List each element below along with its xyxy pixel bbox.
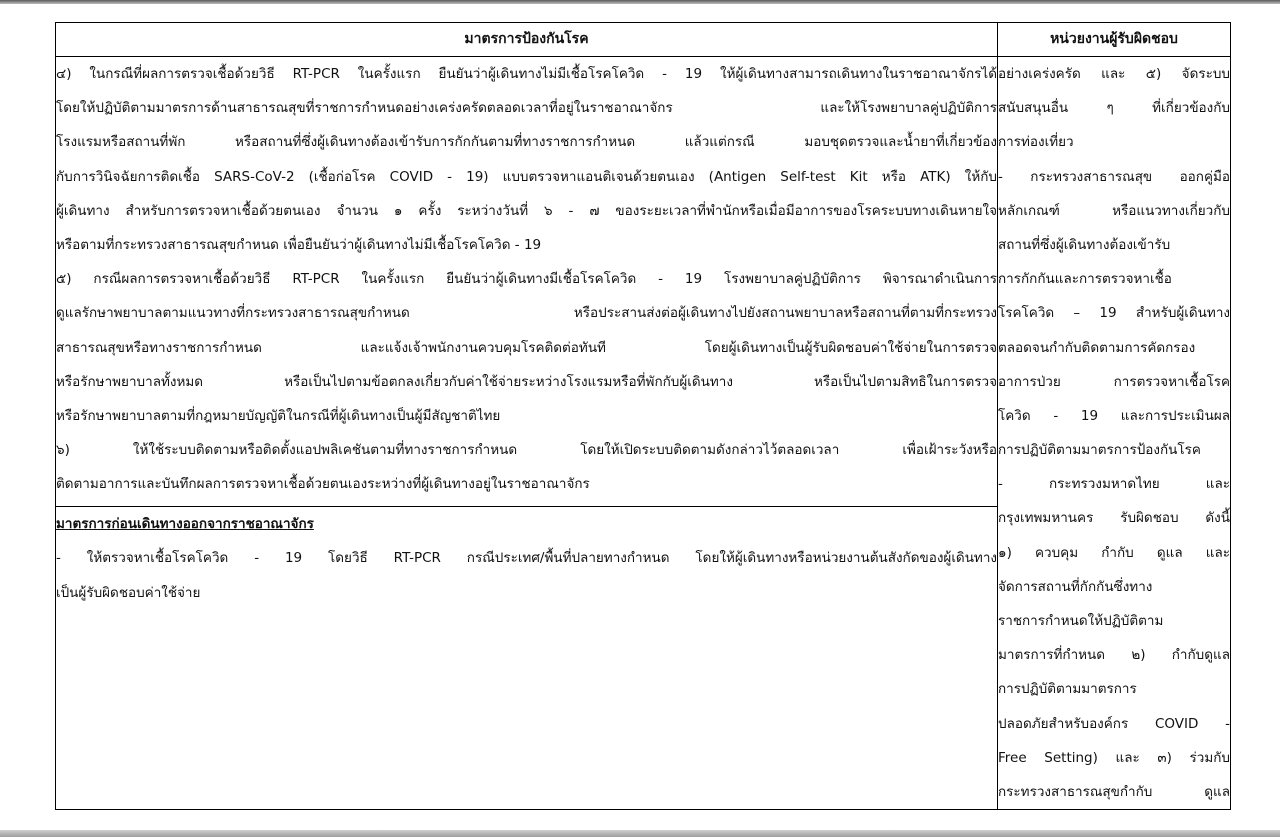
agency-text-line: ๑) ควบคุม กำกับ ดูแล และ [998,544,1230,561]
agency-text-line: จัดการสถานที่กักกันซึ่งทาง [998,578,1153,595]
agency-text-line: สนับสนุนอื่น ๆ ที่เกี่ยวข้องกับ [998,100,1230,117]
text-line: ๔) ในกรณีที่ผลการตรวจเชื้อด้วยวิธี RT-PCR ในครั้งแรก ยืนยันว่าผู้เดินทางไม่มีเชื้อโรคโควิด - 19 ให้ผู้เดินทางสามารถเดินทางในราชอาณาจักรได้ [56,66,997,82]
viewer-bottom-edge [0,830,1280,837]
text-line: กับการวินิจฉัยการติดเชื้อ SARS-CoV-2 (เชื้อก่อโรค COVID - 19) แบบตรวจหาแอนติเจนด้วยตนเอง (Antigen Self-test Kit หรือ ATK) ให้กับ [56,168,997,185]
agency-text-line: กรุงเทพมหานคร รับผิดชอบ ดังนี้ [998,510,1230,527]
agency-text-line: โรคโควิด – 19 สำหรับผู้เดินทาง [998,305,1230,322]
text-line: หรือรักษาพยาบาลตามที่กฎหมายบัญญัติในกรณีที่ผู้เดินทางเป็นผู้มีสัญชาติไทย [56,407,501,424]
agency-text-line: - กระทรวงมหาดไทย และ [998,476,1230,493]
departure-measures-heading: มาตรการก่อนเดินทางออกจากราชอาณาจักร [56,516,314,533]
agency-text-line: อาการป่วย การตรวจหาเชื้อโรค [998,373,1230,390]
agency-text-line: โควิด - 19 และการประเมินผล [998,407,1230,424]
document-page [0,4,1280,830]
text-line: เป็นผู้รับผิดชอบค่าใช้จ่าย [56,584,201,601]
header-agency: หน่วยงานผู้รับผิดชอบ [998,23,1231,57]
text-line: หรือตามที่กระทรวงสาธารณสุขกำหนด เพื่อยืนยันว่าผู้เดินทางไม่มีเชื้อโรคโควิด - 19 [56,236,542,253]
agency-text-line: - กระทรวงสาธารณสุข ออกคู่มือ [998,168,1230,185]
table-row [56,57,1231,507]
text-line: สาธารณสุขหรือทางราชการกำหนด และแจ้งเจ้าพนักงานควบคุมโรคติดต่อทันที โดยผู้เดินทางเป็นผู้รับผิดชอบค่าใช้จ่ายในการตรวจ [56,339,997,356]
agency-text-line: ราชการกำหนดให้ปฏิบัติตาม [998,613,1164,629]
text-line: โรงแรมหรือสถานที่พัก หรือสถานที่ซึ่งผู้เดินทางต้องเข้ารับการกักกันตามที่ทางราชการกำหนด แล้วแต่กรณี มอบชุดตรวจและน้ำยาที่เกี่ยวข้อง [56,134,997,151]
agency-text-line: หลักเกณฑ์ หรือแนวทางเกี่ยวกับ [998,202,1230,219]
text-line: ผู้เดินทาง สำหรับการตรวจหาเชื้อด้วยตนเอง จำนวน ๑ ครั้ง ระหว่างวันที่ ๖ - ๗ ของระยะเวลาที่พำนักหรือเมื่อมีอาการของโรคระบบทางเดินหายใจ [56,202,997,219]
agency-text-line: การปฏิบัติตามมาตรการป้องกันโรค [998,442,1201,459]
text-line: ๖) ให้ใช้ระบบติดตามหรือติดตั้งแอปพลิเคชันตามที่ทางราชการกำหนด โดยให้เปิดระบบติดตามดังกล่าวไว้ตลอดเวลา เพื่อเฝ้าระวังหรือ [56,442,997,459]
measures-text-cell [56,57,998,507]
agency-text-line: กระทรวงสาธารณสุขกำกับ ดูแล [998,783,1230,800]
agency-text-cell [998,57,1231,810]
agency-text-line: การท่องเที่ยว [998,134,1074,151]
agency-text-line: สถานที่ซึ่งผู้เดินทางต้องเข้ารับ [998,236,1171,253]
text-line: - ให้ตรวจหาเชื้อโรคโควิด - 19 โดยวิธี RT-PCR กรณีประเทศ/พื้นที่ปลายทางกำหนด โดยให้ผู้เดินทางหรือหน่วยงานต้นสังกัดของผู้เดินทาง [56,550,997,567]
agency-text-line: ปลอดภัยสำหรับองค์กร COVID - [998,715,1230,732]
agency-text-line: การปฏิบัติตามมาตรการ [998,681,1137,698]
agency-text-line: อย่างเคร่งครัด และ ๕) จัดระบบ [998,66,1230,82]
agency-text-line: Free Setting) และ ๓) ร่วมกับ [998,749,1230,766]
text-line: ดูแลรักษาพยาบาลตามแนวทางที่กระทรวงสาธารณสุขกำหนด หรือประสานส่งต่อผู้เดินทางไปยังสถานพยาบาลหรือสถานที่ตามที่กระทรวง [56,305,997,322]
agency-text-line: ตลอดจนกำกับติดตามการคัดกรอง [998,339,1196,356]
measures-table [55,22,1231,810]
header-measures: มาตรการป้องกันโรค [56,23,998,57]
departure-measures-cell [56,507,998,810]
table-header-row [56,23,1231,57]
agency-text-line: มาตรการที่กำหนด ๒) กำกับดูแล [998,647,1230,664]
text-line: ๕) กรณีผลการตรวจหาเชื้อด้วยวิธี RT-PCR ในครั้งแรก ยืนยันว่าผู้เดินทางมีเชื้อโรคโควิด - 19 โรงพยาบาลคู่ปฏิบัติการ พิจารณาดำเนินการ [56,271,997,288]
text-line: หรือรักษาพยาบาลทั้งหมด หรือเป็นไปตามข้อตกลงเกี่ยวกับค่าใช้จ่ายระหว่างโรงแรมหรือที่พักกับผู้เดินทาง หรือเป็นไปตามสิทธิในการตรวจ [56,373,997,390]
agency-text-line: การกักกันและการตรวจหาเชื้อ [998,271,1172,288]
text-line: ติดตามอาการและบันทึกผลการตรวจหาเชื้อด้วยตนเองระหว่างที่ผู้เดินทางอยู่ในราชอาณาจักร [56,476,590,493]
text-line: โดยให้ปฏิบัติตามมาตรการด้านสาธารณสุขที่ราชการกำหนดอย่างเคร่งครัดตลอดเวลาที่อยู่ในราชอาณาจักร และให้โรงพยาบาลคู่ปฏิบัติการ [56,100,997,117]
